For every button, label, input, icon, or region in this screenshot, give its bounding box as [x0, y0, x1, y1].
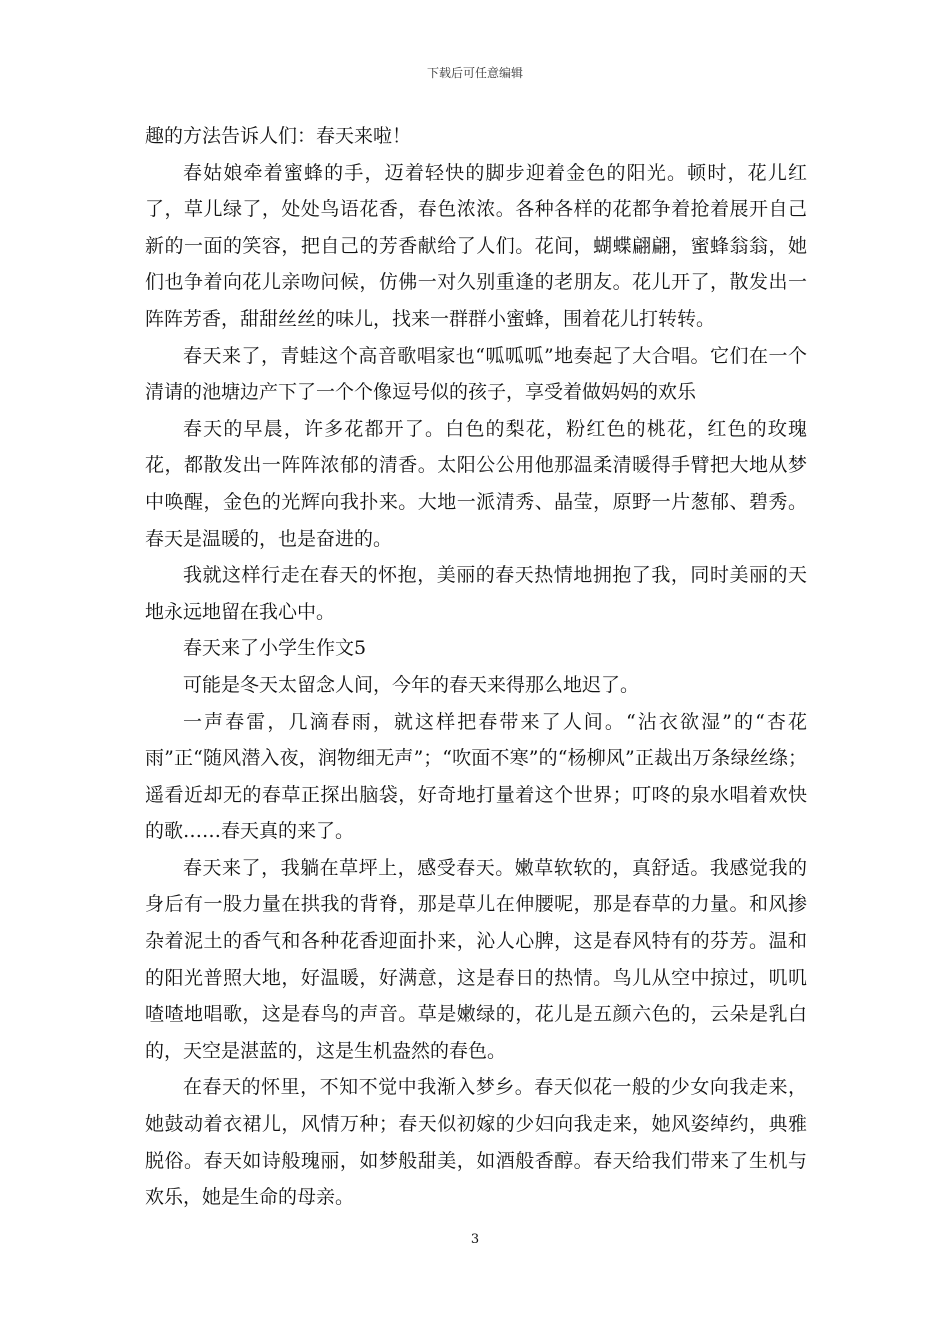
paragraph: 春姑娘牵着蜜蜂的手，迈着轻快的脚步迎着金色的阳光。顿时，花儿红了，草儿绿了，处处鸟语花香，春色浓浓。各种各样的花都争着抢着展开自己新的一面的笑容，把自己的芳香献给了人们。花间，蝴蝶翩翩，蜜蜂翁翁，她们也争着向花儿亲吻问候，仿佛一对久别重逢的老朋友。花儿开了，散发出一阵阵芳香，甜甜丝丝的味儿，找来一群群小蜜蜂，围着花儿打转转。 [145, 161, 807, 330]
paragraph: 可能是冬天太留念人间，今年的春天来得那么地迟了。 [183, 673, 640, 696]
page-number: 3 [470, 1232, 480, 1247]
section-title: 春天来了小学生作文5 [183, 637, 367, 660]
paragraph: 一声春雷，几滴春雨，就这样把春带来了人间。“沾衣欲湿”的“杏花雨”正“随风潜入夜，润物细无声”；“吹面不寒”的“杨柳风”正裁出万条绿丝绦；遥看近却无的春草正探出脑袋，好奇地打量着这个世界；叮咚的泉水唱着欢快的歌……春天真的来了。 [145, 710, 807, 843]
paragraph: 春天来了，青蛙这个高音歌唱家也“呱呱呱”地奏起了大合唱。它们在一个清请的池塘边产下了一个个像逗号似的孩子，享受着做妈妈的欢乐 [145, 344, 807, 404]
document-body [145, 118, 807, 1216]
page-header: 下载后可任意编辑 [426, 66, 523, 80]
paragraph: 春天来了，我躺在草坪上，感受春天。嫩草软软的，真舒适。我感觉我的身后有一股力量在拱我的背脊，那是草儿在伸腰呢，那是春草的力量。和风掺杂着泥土的香气和各种花香迎面扑来，沁人心脾，这是春风特有的芬芳。温和的阳光普照大地，好温暖，好满意，这是春日的热情。鸟儿从空中掠过，叽叽喳喳地唱歌，这是春鸟的声音。草是嫩绿的，花儿是五颜六色的，云朵是乳白的，天空是湛蓝的，这是生机盎然的春色。 [145, 856, 807, 1062]
paragraph: 在春天的怀里，不知不觉中我渐入梦乡。春天似花一般的少女向我走来，她鼓动着衣裙儿，风情万种；春天似初嫁的少妇向我走来，她风姿绰约，典雅脱俗。春天如诗般瑰丽，如梦般甜美，如酒般香醇。春天给我们带来了生机与欢乐，她是生命的母亲。 [145, 1076, 807, 1209]
paragraph: 春天的早晨，许多花都开了。白色的梨花，粉红色的桃花，红色的玫瑰花，都散发出一阵阵浓郁的清香。太阳公公用他那温柔清暖得手臂把大地从梦中唤醒，金色的光辉向我扑来。大地一派清秀、晶莹，原野一片葱郁、碧秀。春天是温暖的，也是奋进的。 [145, 417, 807, 550]
paragraph: 我就这样行走在春天的怀抱，美丽的春天热情地拥抱了我，同时美丽的天地永远地留在我心中。 [145, 564, 807, 623]
paragraph: 趣的方法告诉人们：春天来啦！ [145, 125, 412, 147]
